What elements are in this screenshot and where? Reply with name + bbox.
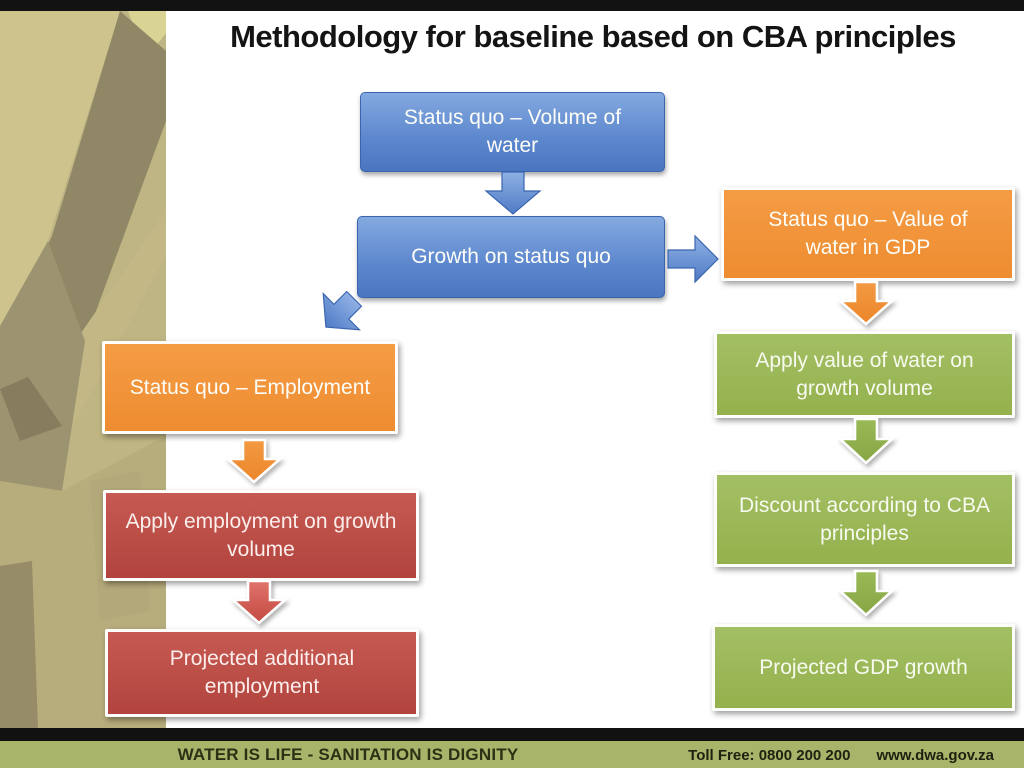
footer-slogan: WATER IS LIFE - SANITATION IS DIGNITY — [177, 745, 519, 764]
node-label: Status quo – Value of water in GDP — [768, 208, 968, 259]
node-label: Growth on status quo — [411, 245, 611, 269]
node-growth-on-status-quo — [357, 216, 665, 298]
arrow-down-icon — [226, 438, 282, 484]
arrow-down-icon — [485, 171, 541, 215]
top-border-bar — [0, 0, 1024, 11]
node-label: Projected additional employment — [169, 647, 355, 698]
node-projected-additional-employment — [105, 629, 419, 717]
node-label: Discount according to CBA principles — [739, 493, 990, 545]
node-label: Projected GDP growth — [759, 655, 968, 679]
node-status-quo-value-of-water-in-gdp — [721, 187, 1015, 281]
footer-toll-free: Toll Free: 0800 200 200 — [688, 746, 851, 764]
footer-website: www.dwa.gov.za — [876, 746, 994, 764]
arrow-down-icon — [838, 280, 894, 326]
node-discount-according-to-cba-principles — [714, 472, 1015, 567]
arrow-down-icon — [838, 417, 894, 465]
arrow-down-icon — [838, 569, 894, 617]
node-projected-gdp-growth — [712, 624, 1015, 711]
node-apply-value-of-water-on-growth-volume — [714, 331, 1015, 418]
node-status-quo-volume-of-water — [360, 92, 665, 172]
node-label: Status quo – Volume of water — [403, 106, 622, 157]
node-label: Apply employment on growth volume — [125, 509, 397, 561]
slide-title: Methodology for baseline based on CBA principles — [230, 19, 956, 54]
footer-contact-block — [688, 745, 994, 765]
node-apply-employment-on-growth-volume — [103, 490, 419, 581]
arrow-right-icon — [667, 233, 719, 285]
footer-divider-bar — [0, 728, 1024, 741]
node-status-quo-employment — [102, 341, 398, 434]
node-label: Status quo – Employment — [129, 375, 371, 399]
node-label: Apply value of water on growth volume — [755, 348, 974, 400]
arrow-down-icon — [231, 579, 287, 625]
